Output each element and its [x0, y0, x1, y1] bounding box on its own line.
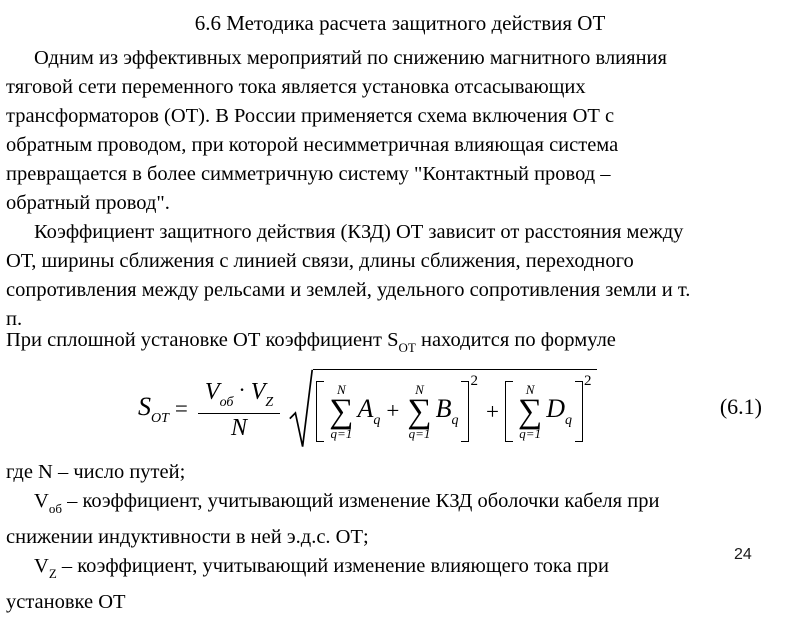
paragraph-formula-intro [6, 326, 798, 362]
fraction-numerator [198, 377, 280, 413]
exponent-2: 2 [470, 373, 478, 389]
right-bracket [461, 381, 469, 442]
sum-upper-limit: N [415, 381, 424, 397]
text-line: тяговой сети переменного тока является установка отсасывающих [6, 76, 586, 98]
var-v: V [34, 555, 49, 577]
subscript-ob: об [219, 394, 234, 410]
sum-upper-limit: N [525, 381, 535, 397]
definitions-list [6, 458, 798, 617]
sum-lower-limit: q=1 [408, 426, 431, 442]
equals-sign: = [174, 396, 188, 421]
plus-sign: + [386, 398, 400, 424]
paragraph-kzd [6, 218, 798, 334]
var-n: N [231, 414, 248, 441]
definition-v-ob-cont: снижении индуктивности в ней э.д.с. ОТ; [6, 526, 369, 548]
definition-n: где N – число путей; [6, 461, 186, 483]
multiply-dot: · [238, 376, 246, 402]
subscript-ot: ОТ [398, 340, 416, 355]
exponent-2: 2 [584, 373, 592, 389]
left-bracket [505, 381, 513, 442]
left-bracket [316, 381, 324, 442]
subscript-ot: ОТ [151, 410, 169, 426]
text-line: обратным проводом, при которой несимметричная влияющая система [6, 134, 619, 156]
fraction [198, 377, 280, 442]
text-span: – коэффициент, учитывающий изменение влияющего тока при [56, 555, 609, 577]
bracket-group-ab [316, 381, 469, 442]
sigma-icon: ∑ [517, 392, 543, 430]
var-v-ob: V [204, 378, 220, 405]
text-span: находится по формуле [415, 329, 616, 351]
text-line: ОТ, ширины сближения с линией связи, длины сближения, переходного [6, 250, 634, 272]
text-line: Коэффициент защитного действия (КЗД) ОТ зависит от расстояния между [34, 221, 684, 243]
text-span: – коэффициент, учитывающий изменение КЗД оболочки кабеля при [61, 490, 660, 512]
formula-6-1 [138, 360, 597, 458]
formula-lhs [138, 392, 169, 427]
radical-content [313, 369, 596, 449]
term-a: Aq [357, 393, 381, 428]
radical-sign-icon [289, 369, 313, 449]
summation-d [518, 383, 542, 440]
sum-upper-limit: N [337, 381, 346, 397]
text-line: п. [6, 308, 23, 330]
term-b: Bq [435, 393, 459, 428]
sum-lower-limit: q=1 [330, 426, 353, 442]
subscript-ob: об [48, 501, 62, 516]
definition-v-z-cont: установке ОТ [6, 591, 126, 613]
fraction-denominator [198, 413, 280, 442]
right-bracket [575, 381, 583, 442]
square-root [289, 369, 596, 449]
text-span: При сплошной установке ОТ коэффициент S [6, 329, 399, 351]
var-s: S [138, 391, 151, 421]
text-line: трансформаторов (ОТ). В России применяется схема включения ОТ с [6, 105, 615, 127]
var-v: V [34, 490, 49, 512]
text-line: Одним из эффективных мероприятий по снижению магнитного влияния [34, 47, 667, 69]
subscript-z: Z [48, 566, 57, 581]
paragraph-intro [6, 44, 798, 218]
text-line [6, 326, 798, 362]
summation-b [407, 383, 431, 440]
var-v-z: V [250, 378, 266, 405]
term-d: Dq [546, 393, 572, 428]
definition-v-ob [6, 487, 798, 523]
summation-a [329, 383, 353, 440]
sigma-icon: ∑ [329, 392, 354, 430]
bracket-group-d [505, 381, 583, 442]
definition-v-z [6, 552, 798, 588]
subscript-z: Z [265, 394, 274, 410]
sum-lower-limit: q=1 [519, 426, 541, 442]
plus-sign: + [485, 398, 499, 424]
equation-number: (6.1) [719, 394, 762, 419]
text-line: превращается в более симметричную систему "Контактный провод – [6, 163, 611, 185]
text-line: обратный провод". [6, 192, 170, 214]
equation-block [0, 360, 800, 458]
page-number: 24 [734, 546, 752, 563]
page-title: 6.6 Методика расчета защитного действия ОТ [194, 11, 606, 35]
sigma-icon: ∑ [407, 392, 432, 430]
text-line: сопротивления между рельсами и землей, удельного сопротивления земли и т. [6, 279, 691, 301]
